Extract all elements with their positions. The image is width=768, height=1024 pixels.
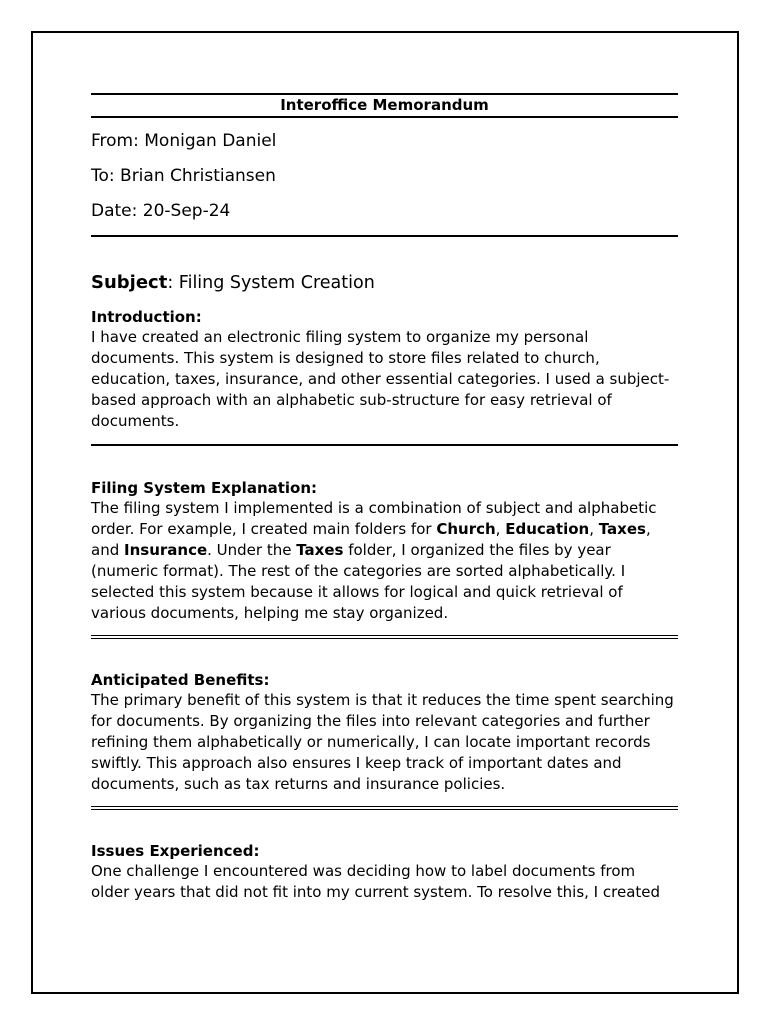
introduction-divider [91, 444, 678, 446]
memo-title: Interoffice Memorandum [91, 93, 678, 118]
header-divider [91, 235, 678, 237]
subject-text: : Filing System Creation [167, 273, 375, 293]
introduction-body: I have created an electronic filing system to organize my personal documents. This system is designed to store files related to church, education, taxes, insurance, and other essential categories. I used a subject-based approach with an alphabetic sub-structure for easy retrieval of documents. [91, 328, 670, 430]
to-line: To: Brian Christiansen [91, 166, 276, 186]
benefits-body: The primary benefit of this system is that it reduces the time spent searching for documents. By organizing the files into relevant categories and further refining them alphabetically or numerically, I can locate important records swiftly. This approach also ensures I keep track of important dates and documents, such as tax returns and insurance policies. [91, 691, 674, 793]
education-folder-name: Education [505, 520, 590, 538]
filing-text: folder, I organized the files by year (numeric format). The rest of the categories are sorted alphabetically. I selected this system because it allows for logical and quick retrieval of various documents, helping me stay organized. [91, 541, 626, 622]
filing-system-heading: Filing System Explanation: [91, 479, 318, 497]
introduction-heading: Introduction: [91, 308, 202, 326]
subject-label: Subject [91, 272, 168, 293]
filing-text: , and [91, 520, 651, 559]
benefits-heading: Anticipated Benefits: [91, 671, 270, 689]
subject-line [91, 272, 678, 294]
church-folder-name: Church [436, 520, 496, 538]
from-line: From: Monigan Daniel [91, 131, 277, 151]
filing-system-body [91, 498, 678, 624]
taxes-folder-name: Taxes [598, 520, 646, 538]
taxes-folder-reference: Taxes [296, 541, 344, 559]
insurance-folder-name: Insurance [124, 541, 208, 559]
filing-text: . Under the [207, 541, 297, 559]
filing-system-divider [91, 635, 678, 639]
memo-document [91, 93, 678, 903]
issues-heading: Issues Experienced: [91, 842, 260, 860]
benefits-divider [91, 806, 678, 810]
filing-text: , [495, 520, 506, 538]
filing-text: , [589, 520, 599, 538]
date-line: Date: 20-Sep-24 [91, 201, 231, 221]
filing-text: The filing system I implemented is a combination of subject and alphabetic order. For example, I created main folders for [91, 499, 657, 538]
issues-body: One challenge I encountered was deciding how to label documents from older years that did not fit into my current system. To resolve this, I created [91, 862, 661, 901]
